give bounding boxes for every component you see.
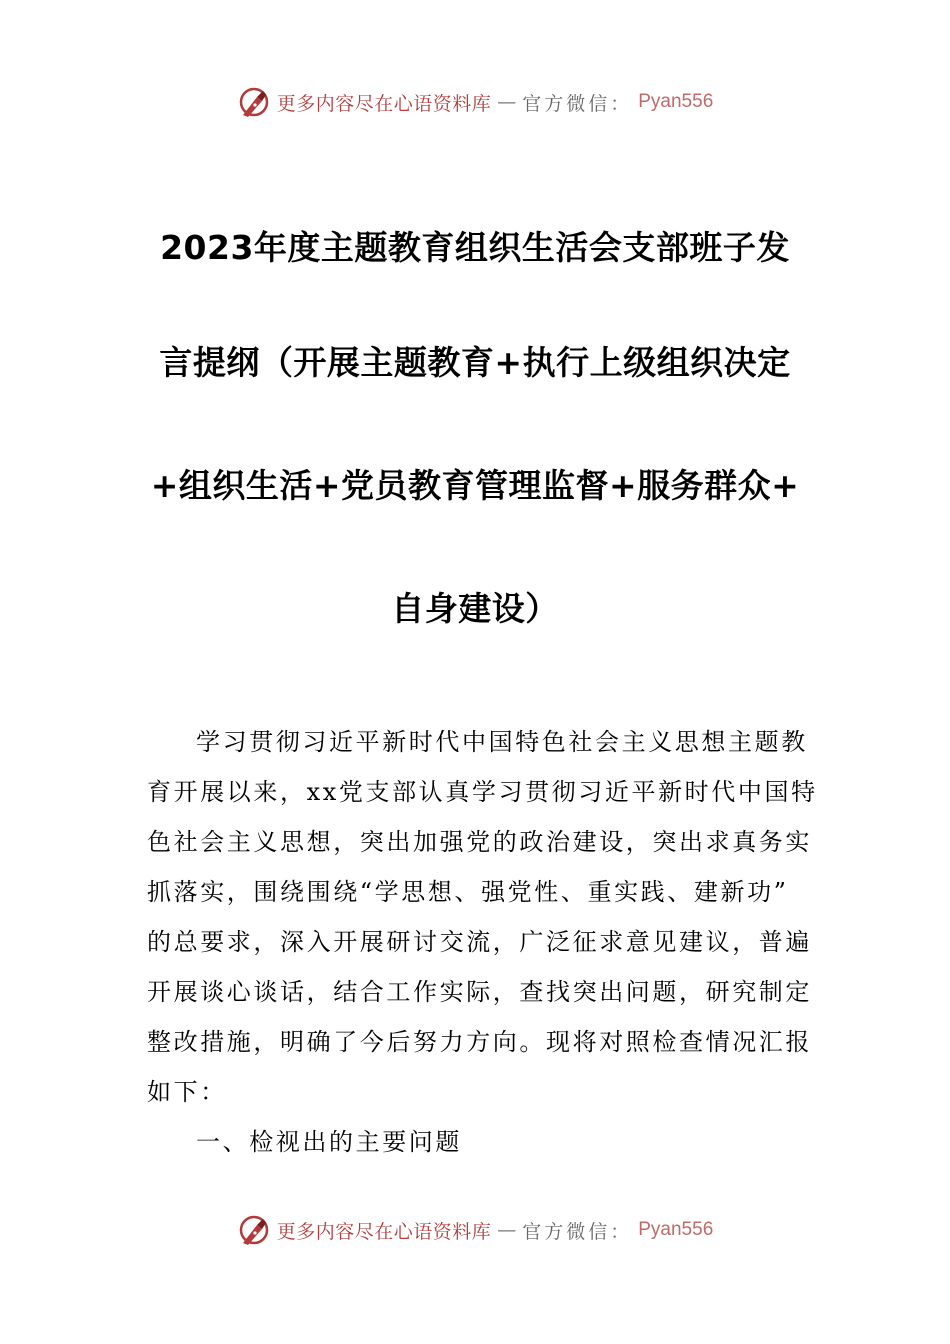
body-line-4: 抓落实，围绕围绕“学思想、强党性、重实践、建新功” — [147, 878, 789, 906]
watermark-group — [237, 85, 714, 119]
watermark-separator: — — [497, 91, 517, 113]
body-line-8: 如下： — [147, 1078, 227, 1106]
body-line-5: 的总要求，深入开展研讨交流，广泛征求意见建议，普遍 — [147, 928, 812, 956]
pen-nib-circle-icon — [237, 1213, 271, 1247]
watermark-site-text: 更多内容尽在心语资料库 — [276, 1220, 492, 1243]
header-watermark — [0, 80, 950, 124]
watermark-wechat-id: Pyan556 — [638, 1219, 714, 1240]
footer-watermark — [0, 1208, 950, 1252]
body-line-7: 整改措施，明确了今后努力方向。现将对照检查情况汇报 — [147, 1028, 812, 1056]
pen-nib-circle-icon — [237, 85, 271, 119]
watermark-wechat-label: 官方微信： — [522, 1220, 633, 1243]
body-line-3: 色社会主义思想，突出加强党的政治建设，突出求真务实 — [147, 828, 812, 856]
document-title-line-4: 自身建设） — [391, 589, 559, 628]
watermark-separator: — — [497, 1219, 517, 1241]
watermark-group — [237, 1213, 714, 1247]
document-title-line-1: 2023年度主题教育组织生活会支部班子发 — [160, 228, 790, 267]
body-line-6: 开展谈心谈话，结合工作实际，查找突出问题，研究制定 — [147, 978, 812, 1006]
document-title-line-2: 言提纲（开展主题教育+执行上级组织决定 — [159, 343, 791, 382]
watermark-wechat-label: 官方微信： — [522, 92, 633, 115]
section-heading: 一、检视出的主要问题 — [196, 1128, 462, 1156]
document-title-line-3: +组织生活+党员教育管理监督+服务群众+ — [150, 466, 800, 505]
body-line-1: 学习贯彻习近平新时代中国特色社会主义思想主题教 — [196, 728, 808, 756]
watermark-wechat-id: Pyan556 — [638, 91, 714, 112]
body-line-2: 育开展以来，xx党支部认真学习贯彻习近平新时代中国特 — [147, 778, 818, 806]
watermark-site-text: 更多内容尽在心语资料库 — [276, 92, 492, 115]
